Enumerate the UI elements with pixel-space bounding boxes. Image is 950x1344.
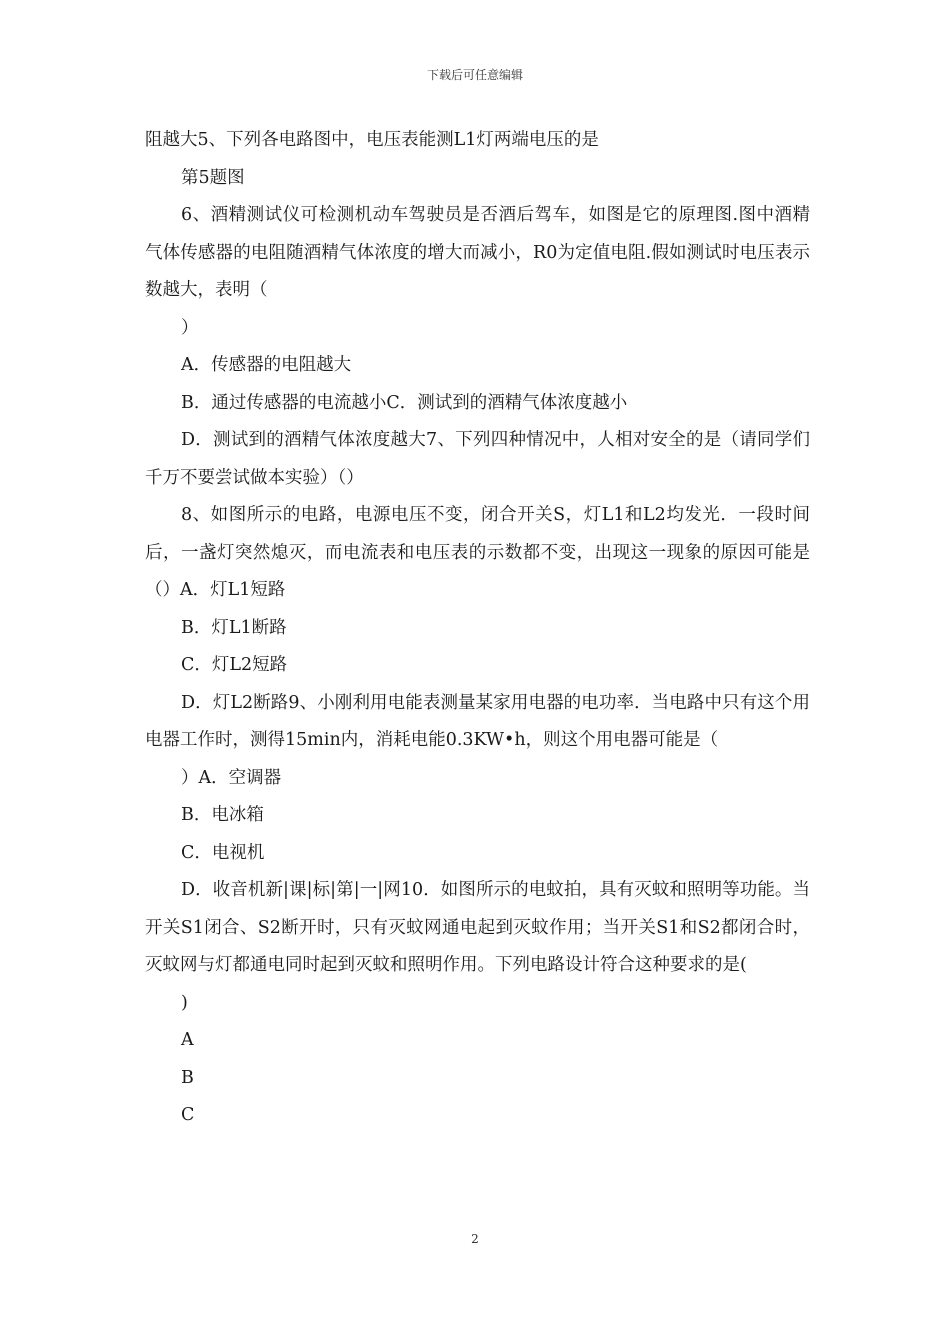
question-6-option-a: A．传感器的电阻越大 [181,355,352,375]
question-6-option-d-question-7: D．测试到的酒精气体浓度越大7、下列四种情况中，人相对安全的是（请同学们千万不要尝试做本实验）（） [145,430,810,488]
question-8-option-c: C．灯L2短路 [181,655,288,675]
question-10-bracket: ) [181,992,188,1013]
question-9-option-c: C．电视机 [181,842,265,863]
question-8: 8、如图所示的电路，电源电压不变，闭合开关S，灯L1和L2均发光．一段时间后，一盏灯突然熄灭，而电流表和电压表的示数都不变，出现这一现象的原因可能是（）A．灯L1短路 [145,505,810,600]
figure-caption: 第5题图 [181,167,245,188]
question-10-option-a: A [181,1030,194,1050]
question-8-option-b: B．灯L1断路 [181,617,287,638]
question-6-bracket: ） [181,317,199,338]
question-10-option-c: C [181,1105,195,1125]
question-6: 6、酒精测试仪可检测机动车驾驶员是否酒后驾车，如图是它的原理图.图中酒精气体传感器的电阻随酒精气体浓度的增大而减小，R0为定值电阻.假如测试时电压表示数越大，表明（ [145,205,810,300]
question-9-option-d-question-10: D．收音机新|课|标|第|一|网10．如图所示的电蚊拍，具有灭蚊和照明等功能。当开关S1闭合、S2断开时，只有灭蚊网通电起到灭蚊作用；当开关S1和S2都闭合时，灭蚊网与灯都通电同时起到灭蚊和照明作用。下列电路设计符合这种要求的是( [145,880,810,975]
paragraph-continuation: 阻越大5、下列各电路图中，电压表能测L1灯两端电压的是 [145,130,599,150]
question-6-option-bc: B．通过传感器的电流越小C．测试到的酒精气体浓度越小 [181,392,628,413]
document-body [145,122,810,1135]
question-8-option-d-question-9: D．灯L2断路9、小刚利用电能表测量某家用电器的电功率．当电路中只有这个用电器工作时，测得15min内，消耗电能0.3KW•h，则这个用电器可能是（ [145,692,810,750]
page-number: 2 [471,1232,479,1246]
question-9-option-b: B．电冰箱 [181,805,264,825]
page-header: 下载后可任意编辑 [426,68,523,82]
question-10-option-b: B [181,1067,194,1088]
question-9-option-a: ）A．空调器 [181,767,282,788]
